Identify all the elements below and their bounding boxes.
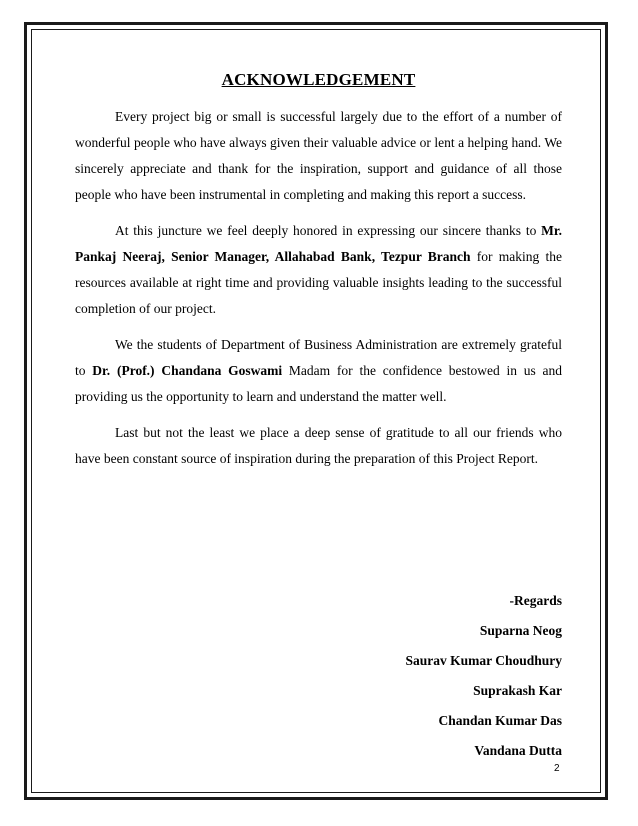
paragraph-thanks-manager-lead: At this juncture we feel deeply honored in expressing our sincere thanks to	[115, 223, 537, 238]
signatory-name: Vandana Dutta	[474, 743, 562, 758]
manager-name: Mr. Pankaj Neeraj, Senior Manager, Allahabad Bank, Tezpur Branch	[75, 223, 563, 264]
paragraph-thanks-professor-lead: We the students of Department of Business Administration are extremely grateful to	[75, 337, 562, 378]
signatory-name: Suprakash Kar	[473, 683, 562, 698]
paragraph-intro: Every project big or small is successful largely due to the effort of a number of wonderful people who have always given their valuable advice or lent a helping hand. We sincerely appreciate and thank for the inspiration, support and guidance of all those people who have been instrumental in completing and making this report a success.	[75, 109, 562, 202]
acknowledgement-body	[75, 70, 562, 482]
paragraph-thanks-professor	[75, 332, 562, 410]
paragraph-thanks-manager-tail: for making the resources available at right time and providing valuable insights leading to the successful completion of our project.	[75, 249, 562, 316]
signatory-name: Suparna Neog	[479, 623, 562, 638]
signatory-name: Chandan Kumar Das	[438, 713, 562, 728]
signoff-block	[405, 586, 562, 766]
page-title: ACKNOWLEDGEMENT	[221, 70, 416, 89]
page-number: 2	[554, 763, 560, 774]
signatory-name: Saurav Kumar Choudhury	[405, 653, 562, 668]
regards-line: -Regards	[509, 593, 562, 608]
professor-name: Dr. (Prof.) Chandana Goswami	[92, 363, 283, 378]
paragraph-thanks-friends: Last but not the least we place a deep sense of gratitude to all our friends who have been constant source of inspiration during the preparation of this Project Report.	[75, 425, 562, 466]
paragraph-thanks-manager	[75, 218, 562, 322]
paragraph-thanks-professor-tail: Madam for the confidence bestowed in us and providing us the opportunity to learn and understand the matter well.	[75, 363, 563, 404]
